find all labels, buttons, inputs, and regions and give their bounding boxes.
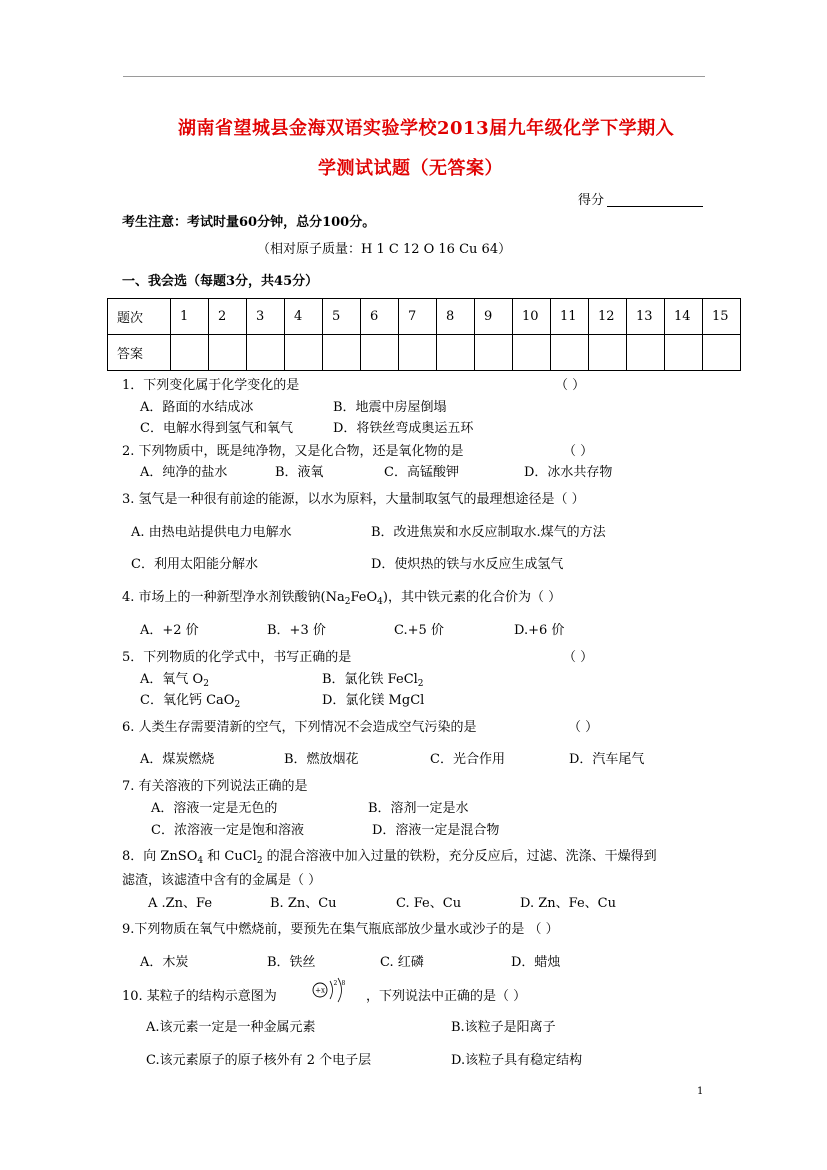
q5-option-d: D．氯化镁 MgCl: [322, 693, 425, 708]
q8-option-b: B. Zn、Cu: [270, 896, 337, 911]
q1-option-b: B．地震中房屋倒塌: [333, 400, 447, 415]
q5-a-text: A．氧气 O: [140, 672, 204, 687]
q7-option-a: A．溶液一定是无色的: [151, 801, 278, 816]
q9-option-b: B．铁丝: [267, 955, 316, 970]
q8-option-a: A .Zn、Fe: [148, 896, 213, 911]
nucleus-charge: +x: [315, 986, 325, 995]
q10-option-b: B.该粒子是阳离子: [451, 1020, 556, 1035]
electron-shell-2-count: 8: [341, 980, 346, 987]
q8-option-c: C. Fe、Cu: [396, 896, 462, 911]
q6-stem: 6. 人类生存需要清新的空气，下列情况不会造成空气污染的是: [122, 720, 477, 735]
q10-stem-pre: 10. 某粒子的结构示意图为: [122, 989, 277, 1004]
question-number: 14: [665, 299, 703, 335]
table-row: [108, 335, 741, 371]
q5-b-text: B．氯化铁 FeCl: [322, 672, 418, 687]
q3-stem: 3. 氢气是一种很有前途的能源，以水为原料，大量制取氢气的最理想途径是（ ）: [122, 492, 585, 507]
q8-stem-line-2: 滤渣，该滤渣中含有的金属是（ ）: [122, 873, 322, 888]
q6-answer-paren: （ ）: [568, 720, 599, 735]
question-number: 9: [475, 299, 513, 335]
q3-option-a: A. 由热电站提供电力电解水: [131, 525, 292, 540]
q10-option-a: A.该元素一定是一种金属元素: [146, 1020, 316, 1035]
answer-cell[interactable]: [171, 335, 209, 371]
q6-option-b: B．燃放烟花: [284, 752, 359, 767]
question-number: 11: [551, 299, 589, 335]
answer-table: [107, 298, 741, 371]
q5-option-c: [140, 689, 240, 710]
title-line-2: 学测试试题（无答案）: [318, 158, 503, 179]
section-1-heading: 一、我会选（每题3分，共45分）: [122, 274, 319, 289]
q4-stem: [122, 586, 561, 607]
answer-cell[interactable]: [323, 335, 361, 371]
q8-sub-1: 4: [197, 856, 204, 866]
q8-stem-mid: 和 CuCl: [203, 849, 257, 864]
answer-cell[interactable]: [475, 335, 513, 371]
electron-shell-1-count: 2: [333, 980, 338, 987]
q2-option-a: A．纯净的盐水: [140, 465, 228, 480]
q9-option-a: A．木炭: [140, 955, 189, 970]
title-line-1: 湖南省望城县金海双语实验学校2013届九年级化学下学期入: [178, 118, 675, 139]
answer-cell[interactable]: [513, 335, 551, 371]
q8-stem-post: 的混合溶液中加入过量的铁粉，充分反应后，过滤、洗涤、干燥得到: [262, 849, 657, 864]
q2-option-d: D．冰水共存物: [524, 465, 613, 480]
q6-option-a: A．煤炭燃烧: [140, 752, 215, 767]
q5-c-sub: 2: [234, 700, 241, 710]
question-number: 1: [171, 299, 209, 335]
answer-cell[interactable]: [209, 335, 247, 371]
question-number: 7: [399, 299, 437, 335]
question-number: 5: [323, 299, 361, 335]
question-number: 10: [513, 299, 551, 335]
answer-cell[interactable]: [703, 335, 741, 371]
q6-option-d: D．汽车尾气: [569, 752, 645, 767]
q2-option-c: C．高锰酸钾: [384, 465, 459, 480]
q4-option-d: D.+6 价: [514, 623, 565, 638]
q5-answer-paren: （ ）: [563, 650, 594, 665]
question-number: 15: [703, 299, 741, 335]
q3-option-d: D．使炽热的铁与水反应生成氢气: [371, 557, 564, 572]
answer-cell[interactable]: [551, 335, 589, 371]
page-number: 1: [697, 1086, 704, 1097]
q5-c-text: C．氧化钙 CaO: [140, 693, 235, 708]
particle-structure-diagram: [310, 975, 356, 1005]
q6-option-c: C．光合作用: [430, 752, 505, 767]
score-label: 得分: [578, 193, 605, 208]
answer-cell[interactable]: [437, 335, 475, 371]
q2-option-b: B．液氧: [275, 465, 324, 480]
q9-option-d: D．蜡烛: [511, 955, 561, 970]
question-number: 13: [627, 299, 665, 335]
q4-option-a: A．+2 价: [140, 623, 199, 638]
atomic-mass-note: （相对原子质量：H 1 C 12 O 16 Cu 64）: [257, 242, 512, 257]
q4-sub-1: 2: [344, 597, 351, 607]
q9-stem: 9.下列物质在氧气中燃烧前，要预先在集气瓶底部放少量水或沙子的是 （ ）: [122, 922, 559, 937]
question-number: 3: [247, 299, 285, 335]
table-row: [108, 299, 741, 335]
q7-option-c: C．浓溶液一定是饱和溶液: [151, 823, 304, 838]
answer-cell[interactable]: [589, 335, 627, 371]
question-number: 12: [589, 299, 627, 335]
q7-option-b: B．溶剂一定是水: [368, 801, 469, 816]
q3-option-b: B．改进焦炭和水反应制取水.煤气的方法: [371, 525, 606, 540]
q10-option-d: D.该粒子具有稳定结构: [451, 1053, 583, 1068]
electron-shell-1-arc: [330, 981, 333, 999]
q5-stem: 5．下列物质的化学式中，书写正确的是: [122, 650, 352, 665]
score-blank[interactable]: [607, 206, 703, 207]
q4-stem-pre: 4. 市场上的一种新型净水剂铁酸钠(Na: [122, 590, 345, 605]
q8-stem: [122, 845, 657, 866]
q4-option-c: C.+5 价: [394, 623, 444, 638]
answer-cell[interactable]: [627, 335, 665, 371]
answer-cell[interactable]: [361, 335, 399, 371]
question-number: 6: [361, 299, 399, 335]
answer-cell[interactable]: [247, 335, 285, 371]
q7-option-d: D．溶液一定是混合物: [372, 823, 500, 838]
row-header-answer: 答案: [108, 335, 171, 371]
q7-stem: 7. 有关溶液的下列说法正确的是: [122, 779, 308, 794]
q8-stem-pre: 8．向 ZnSO: [122, 849, 198, 864]
q1-stem: 1．下列变化属于化学变化的是: [122, 378, 300, 393]
q4-stem-mid: FeO: [350, 590, 378, 605]
q5-a-sub: 2: [203, 679, 209, 689]
exam-notice: 考生注意：考试时量60分钟，总分100分。: [122, 215, 376, 230]
q1-option-c: C．电解水得到氢气和氧气: [140, 421, 293, 436]
q2-answer-paren: （ ）: [563, 444, 594, 459]
q5-option-b: [322, 668, 424, 689]
q5-b-sub: 2: [417, 679, 424, 689]
q10-option-c: C.该元素原子的原子核外有 2 个电子层: [146, 1053, 372, 1068]
answer-cell[interactable]: [285, 335, 323, 371]
answer-cell[interactable]: [665, 335, 703, 371]
q4-option-b: B．+3 价: [267, 623, 326, 638]
question-number: 4: [285, 299, 323, 335]
q1-option-d: D．将铁丝弯成奥运五环: [333, 421, 474, 436]
q10-stem-post: ，下列说法中正确的是（ ）: [366, 989, 527, 1004]
question-number: 8: [437, 299, 475, 335]
q4-stem-post: )，其中铁元素的化合价为（ ）: [382, 590, 562, 605]
q8-option-d: D. Zn、Fe、Cu: [520, 896, 616, 911]
q2-stem: 2. 下列物质中，既是纯净物，又是化合物，还是氧化物的是: [122, 444, 464, 459]
q8-sub-2: 2: [256, 856, 263, 866]
q1-option-a: A．路面的水结成冰: [140, 400, 254, 415]
q1-answer-paren: （ ）: [555, 378, 586, 393]
header-rule: [123, 76, 705, 77]
q3-option-c: C．利用太阳能分解水: [131, 557, 258, 572]
answer-cell[interactable]: [399, 335, 437, 371]
question-number: 2: [209, 299, 247, 335]
row-header-number: 题次: [108, 299, 171, 335]
q9-option-c: C. 红磷: [380, 955, 424, 970]
q5-option-a: [140, 668, 209, 689]
q4-sub-2: 4: [377, 597, 383, 607]
